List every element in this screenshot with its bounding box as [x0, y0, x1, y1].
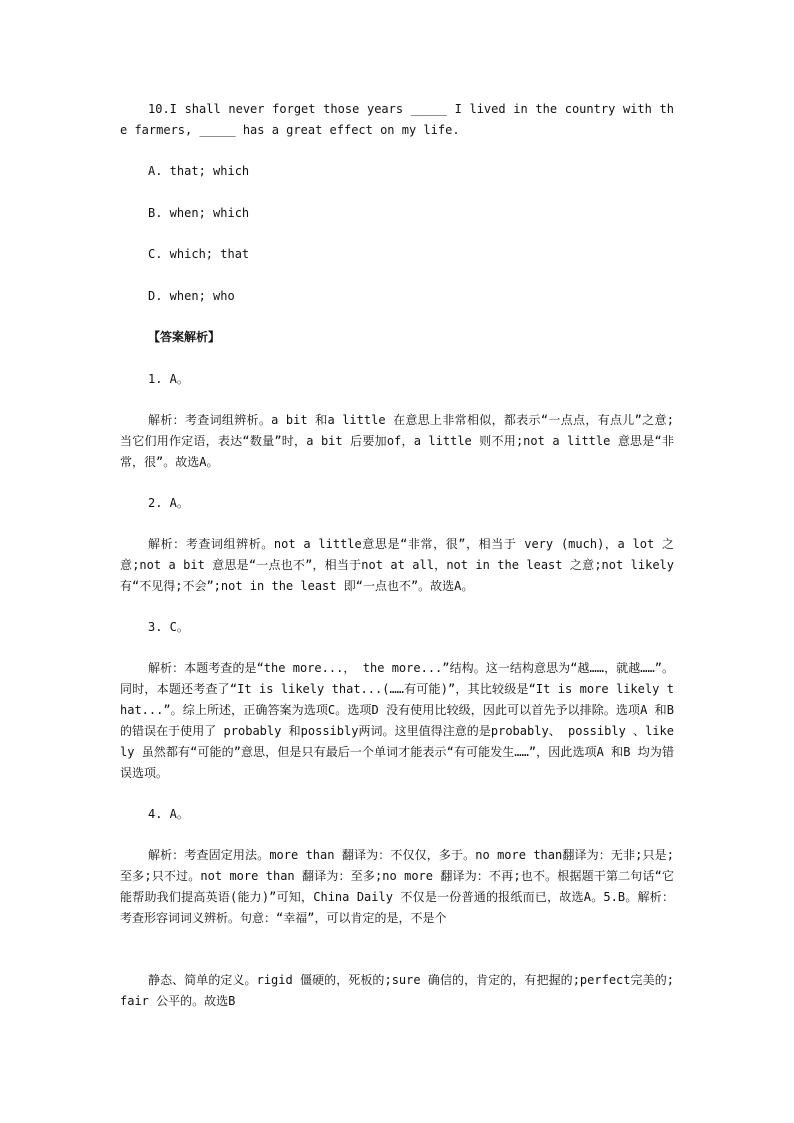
option-b: B. when; which — [148, 206, 250, 220]
question-text: 10.I shall never forget those years _____ I lived in the country with the farmers, _____ has a great effect on my life. — [120, 102, 674, 137]
answer-3-explanation: 解析：本题考查的是“the more...， the more...”结构。这一结构意思为“越……，就越……”。同时，本题还考查了“It is likely that...(……有可能)”，其比较级是“It is more likely that...”。综上所述，正确答案为选项C。选项D 没有使用比较级，因此可以首先予以排除。选项A 和B 的错误在于使用了 probably 和possibly两词。这里值得注意的是probably、 possibly 、likely 虽然都有“可能的”意思，但是只有最后一个单词才能表示“有可能发生……”，因此选项A 和B 均为错误选项。 — [120, 661, 674, 780]
answer-2-explanation: 解析：考查词组辨析。not a little意思是“非常，很”，相当于 very (much)，a lot 之意;not a bit 意思是“一点也不”，相当于not at all，not in the least 之意;not likely有“不见得;不会”;not in the least 即“一点也不”。故选A。 — [120, 537, 674, 593]
option-a: A. that; which — [148, 164, 250, 178]
answer-1-explanation: 解析：考查词组辨析。a bit 和a little 在意思上非常相似，都表示“一点点，有点儿”之意;当它们用作定语，表达“数量”时，a bit 后要加of，a little 则不用;not a little 意思是“非常，很”。故选A。 — [120, 413, 674, 469]
answer-5-explanation-continued: 静态、简单的定义。rigid 僵硬的，死板的;sure 确信的，肯定的，有把握的;perfect完美的;fair 公平的。故选B — [120, 973, 674, 1008]
answer-2-number: 2. A。 — [148, 496, 189, 510]
answer-heading: 【答案解析】 — [148, 330, 221, 344]
answer-1-number: 1. A。 — [148, 372, 189, 386]
option-c: C. which; that — [148, 247, 250, 261]
answer-4-number: 4. A。 — [148, 807, 189, 821]
answer-3-number: 3. C。 — [148, 620, 189, 634]
answer-4-explanation: 解析：考查固定用法。more than 翻译为：不仅仅，多于。no more than翻译为：无非;只是;至多;只不过。not more than 翻译为：至多;no more 翻译为：不再;也不。根据题干第二句话“它能帮助我们提高英语(能力)”可知，China Daily 不仅是一份普通的报纸而已，故选A。5.B。解析：考查形容词词义辨析。句意：“幸福”，可以肯定的是，不是个 — [120, 848, 674, 925]
option-d: D. when; who — [148, 289, 235, 303]
